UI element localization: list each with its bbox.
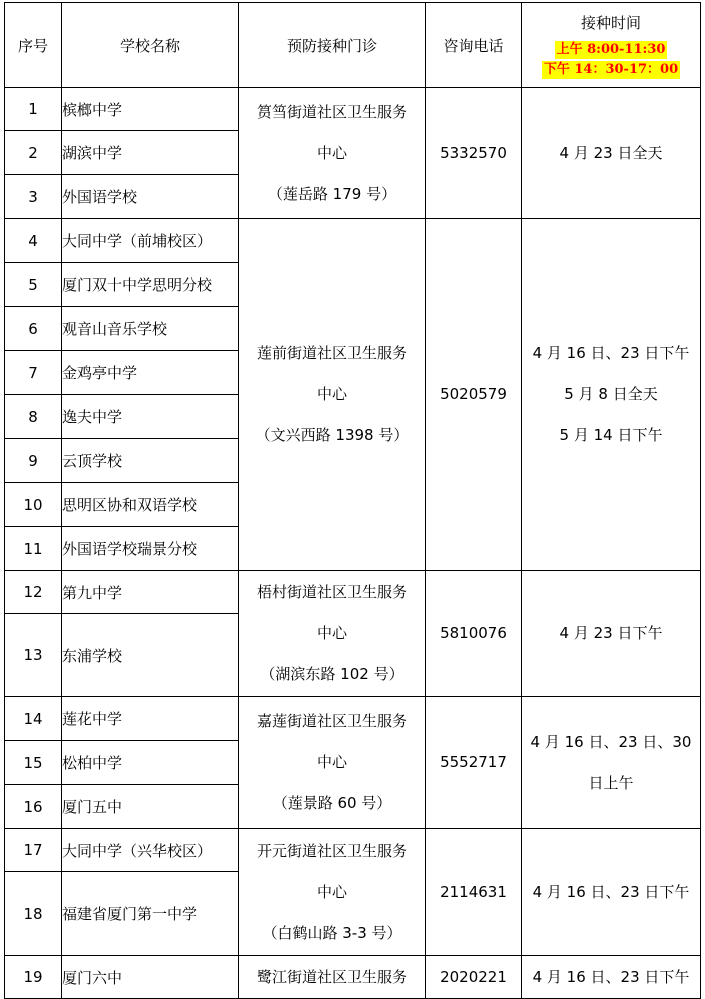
clinic-name-line: 中心 xyxy=(316,882,347,901)
time-line: 4 月 23 日全天 xyxy=(559,143,663,162)
cell-school-name: 外国语学校瑞景分校 xyxy=(62,527,239,571)
cell-school-name: 福建省厦门第一中学 xyxy=(62,872,239,956)
header-school: 学校名称 xyxy=(62,3,239,88)
clinic-name-line: 筼筜街道社区卫生服务 xyxy=(256,102,407,121)
cell-school-name: 松柏中学 xyxy=(62,741,239,785)
cell-seq: 3 xyxy=(5,175,62,219)
vaccination-schedule-table xyxy=(4,2,701,999)
header-time-label: 接种时间 xyxy=(580,13,641,32)
time-line: 4 月 16 日、23 日下午 xyxy=(532,967,690,986)
cell-seq: 12 xyxy=(5,571,62,614)
table-row xyxy=(5,956,701,999)
time-line: 日上午 xyxy=(588,773,634,792)
cell-seq: 17 xyxy=(5,829,62,872)
cell-school-name: 大同中学（兴华校区） xyxy=(62,829,239,872)
clinic-address: （莲景路 60 号） xyxy=(272,794,392,812)
cell-seq: 18 xyxy=(5,872,62,956)
clinic-name-line: 中心 xyxy=(316,143,347,162)
cell-seq: 6 xyxy=(5,307,62,351)
cell-school-name: 大同中学（前埔校区） xyxy=(62,219,239,263)
clinic-name-line: 嘉莲街道社区卫生服务 xyxy=(256,712,407,730)
cell-time xyxy=(522,697,701,829)
cell-seq: 15 xyxy=(5,741,62,785)
clinic-name-line: 中心 xyxy=(316,385,347,403)
table-row xyxy=(5,88,701,131)
cell-seq: 5 xyxy=(5,263,62,307)
cell-school-name: 逸夫中学 xyxy=(62,395,239,439)
header-seq: 序号 xyxy=(5,3,62,88)
cell-time xyxy=(522,88,701,219)
clinic-name-line: 梧村街道社区卫生服务 xyxy=(256,583,407,601)
cell-school-name: 莲花中学 xyxy=(62,697,239,741)
cell-clinic xyxy=(239,697,426,829)
cell-school-name: 厦门双十中学思明分校 xyxy=(62,263,239,307)
cell-clinic xyxy=(239,571,426,697)
cell-clinic xyxy=(239,829,426,956)
cell-school-name: 云顶学校 xyxy=(62,439,239,483)
cell-school-name: 思明区协和双语学校 xyxy=(62,483,239,527)
cell-phone: 5552717 xyxy=(426,697,522,829)
cell-time xyxy=(522,219,701,571)
cell-seq: 9 xyxy=(5,439,62,483)
clinic-address: （白鹤山路 3-3 号） xyxy=(262,923,402,942)
clinic-name-line: 莲前街道社区卫生服务 xyxy=(256,344,407,362)
header-phone: 咨询电话 xyxy=(426,3,522,88)
cell-school-name: 槟榔中学 xyxy=(62,88,239,131)
cell-seq: 13 xyxy=(5,614,62,697)
cell-time xyxy=(522,571,701,697)
cell-school-name: 金鸡亭中学 xyxy=(62,351,239,395)
time-line: 4 月 23 日下午 xyxy=(559,624,663,642)
cell-school-name: 厦门五中 xyxy=(62,785,239,829)
cell-school-name: 第九中学 xyxy=(62,571,239,614)
cell-school-name: 东浦学校 xyxy=(62,614,239,697)
table-row xyxy=(5,571,701,614)
cell-phone: 2020221 xyxy=(426,956,522,999)
cell-seq: 2 xyxy=(5,131,62,175)
cell-seq: 7 xyxy=(5,351,62,395)
cell-clinic xyxy=(239,219,426,571)
cell-school-name: 外国语学校 xyxy=(62,175,239,219)
time-line: 4 月 16 日、23 日下午 xyxy=(532,882,690,901)
cell-time xyxy=(522,956,701,999)
clinic-name-line: 开元街道社区卫生服务 xyxy=(256,841,407,860)
cell-seq: 1 xyxy=(5,88,62,131)
cell-phone: 2114631 xyxy=(426,829,522,956)
cell-phone: 5810076 xyxy=(426,571,522,697)
table-row xyxy=(5,219,701,263)
cell-school-name: 观音山音乐学校 xyxy=(62,307,239,351)
cell-phone: 5020579 xyxy=(426,219,522,571)
time-line: 4 月 16 日、23 日、30 xyxy=(530,732,692,751)
header-clinic: 预防接种门诊 xyxy=(239,3,426,88)
header-time-pm: 下午 14：30-17：00 xyxy=(543,61,679,77)
cell-clinic xyxy=(239,956,426,999)
header-row xyxy=(5,3,701,88)
header-time xyxy=(522,3,701,88)
clinic-name-line: 中心 xyxy=(316,624,347,642)
clinic-address: （文兴西路 1398 号） xyxy=(255,426,409,444)
cell-school-name: 湖滨中学 xyxy=(62,131,239,175)
cell-seq: 10 xyxy=(5,483,62,527)
cell-seq: 8 xyxy=(5,395,62,439)
table-row xyxy=(5,697,701,741)
cell-seq: 19 xyxy=(5,956,62,999)
cell-seq: 14 xyxy=(5,697,62,741)
cell-seq: 11 xyxy=(5,527,62,571)
clinic-name-line: 鹭江街道社区卫生服务 xyxy=(256,967,407,986)
cell-time xyxy=(522,829,701,956)
cell-phone: 5332570 xyxy=(426,88,522,219)
cell-clinic xyxy=(239,88,426,219)
time-line: 4 月 16 日、23 日下午 xyxy=(532,344,690,362)
time-line: 5 月 8 日全天 xyxy=(564,385,658,403)
clinic-address: （莲岳路 179 号） xyxy=(267,184,397,203)
header-time-am: 上午 8:00-11:30 xyxy=(556,41,666,57)
cell-seq: 4 xyxy=(5,219,62,263)
table-row xyxy=(5,829,701,872)
clinic-address: （湖滨东路 102 号） xyxy=(260,665,404,683)
time-line: 5 月 14 日下午 xyxy=(559,426,663,444)
clinic-name-line: 中心 xyxy=(316,753,347,771)
cell-school-name: 厦门六中 xyxy=(62,956,239,999)
cell-seq: 16 xyxy=(5,785,62,829)
